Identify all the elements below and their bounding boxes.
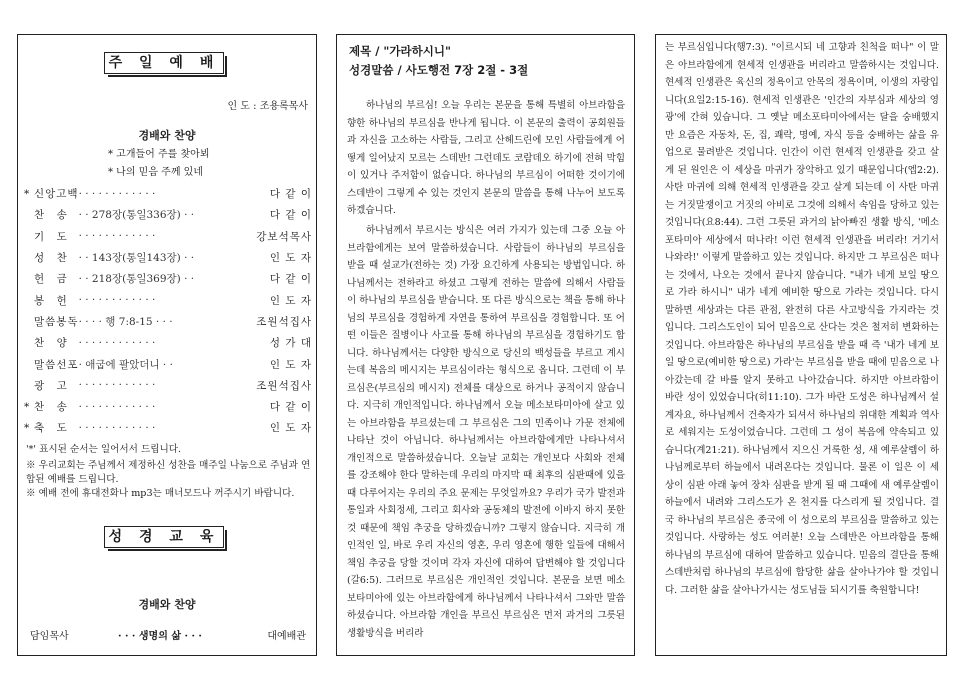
order-item-detail: · · · · · · · · · · · ·	[78, 336, 156, 349]
order-item-name: 찬 송	[34, 401, 68, 414]
order-item-detail: · · · · · · · · · · · ·	[78, 379, 156, 392]
order-mark: *	[24, 400, 30, 413]
order-item-detail: · · 218장(통일369장) · ·	[78, 273, 195, 286]
sermon-paragraph-2: 하나님께서 부르시는 방식은 여러 가지가 있는데 그중 오늘 아브라함에게는 보여 말씀하셨습니다. 사람들이 하나님의 부르심을 받을 때 설교가(전하는 것) 가장 요긴하게 사용되는 방법입니다. 하나님께서는 전하라고 하셨고 그렇게 전하는 말씀에 의해서 사람들이 하나님의 부르심을 받습니다. 또 다른 방식으로는 책을 통해 하나님의 부르심을 경험하게 자연을 통하여 부르심을 경험합니다. 또 어떤 이들은 질병이나 사고를 통해 하나님의 부르심을 경험하기도 합니다. 하나님께서는 다양한 방식으로 당신의 백성들을 부르고 계시는데 복음의 메시지는 부르심이라는 형식으로 옵니다. 그런데 이 부르심은(부르심의 메시지) 전체를 대상으로 하거나 공적이지 않습니다. 지극히 개인적입니다. 하나님께서 오늘 메소보타미아에 살고 있는 아브라함을 부르셨는데 그 부르심은 그의 민족이나 가문 전체에 나타난 것이 아닙니다. 하나님께서는 아브라함에게만 나타나셔서 개인적으로 말씀하셨습니다. 오늘날 교회는 개인보다 사회와 전체를 강조해야 한다 말하는데 우리의 마지막 때 최후의 심판때에 있을 때 다루어지는 우리의 주요 문제는 무엇일까요? 우리가 국가 발전과 통일과 사회정세, 그리고 회사와 공동체의 발전에 이바지 하지 못한 것 때문에 책임 추궁을 당하겠습니까? 그렇지 않습니다. 지극히 개인적인 일, 바로 우리 자신의 영혼, 우리 영혼에 행한 일들에 대해서 책임 추궁을 당할 것이며 각자 자신에 대하여 답변해야 할 것입니다(갈6:5). 그러므로 부르심은 개인적인 것입니다. 본문을 보면 메소보타미아에 있는 아브라함에게 하나님께서 나타나셔서 그와만 말씀하셨습니다. 아브라함 개인을 부르신 부르심은 먼저 과거의 그릇된 생활방식을 버리라	[347, 225, 625, 639]
order-row	[24, 375, 312, 396]
order-row	[24, 226, 312, 247]
order-item-name: 찬 송	[34, 209, 68, 222]
order-item-name: 기 도	[34, 230, 68, 243]
order-item-person: 인 도 자	[269, 422, 312, 435]
order-item-person: 인 도 자	[269, 358, 312, 371]
order-mark	[24, 289, 34, 310]
order-mark	[24, 375, 34, 396]
order-item-detail: · · · · · · · · · · · ·	[78, 294, 156, 307]
order-item-person: 인 도 자	[269, 294, 312, 307]
order-row	[24, 311, 312, 332]
leader-line: 인 도 : 조용록목사	[227, 101, 308, 112]
worship-order-panel	[17, 34, 317, 656]
order-row	[24, 353, 312, 374]
scripture-reference: 성경말씀 / 사도행전 7장 2절 - 3절	[349, 63, 529, 77]
edu-topic: · · · 생명의 삶 · · ·	[118, 631, 202, 642]
order-row	[24, 247, 312, 268]
order-row	[24, 289, 312, 310]
order-item-person: 성 가 대	[269, 337, 312, 350]
order-item-name: 말씀선포	[34, 358, 79, 371]
order-mark: *	[24, 421, 30, 434]
edu-leader: 담임목사	[30, 631, 69, 642]
order-item-detail: · · 143장(통일143장) · ·	[78, 252, 195, 265]
order-item-person: 다 같 이	[269, 401, 312, 414]
order-row	[24, 396, 312, 417]
order-item-person: 강보석목사	[256, 230, 312, 243]
order-item-detail: · 애굽에 팔았더니 · ·	[78, 358, 173, 371]
order-row	[24, 417, 312, 438]
order-item-detail: · · · · · · · · · · · ·	[78, 187, 156, 200]
order-item-person: 다 같 이	[269, 209, 312, 222]
order-row	[24, 332, 312, 353]
order-item-detail: · · · · 행 7:8-15 · · ·	[78, 315, 173, 328]
order-item-name: 광 고	[34, 379, 68, 392]
order-item-person: 조원석집사	[256, 379, 312, 392]
order-mark	[24, 204, 34, 225]
order-item-detail: · · · · · · · · · · · ·	[78, 421, 156, 434]
praise-heading: 경배와 찬양	[138, 129, 196, 142]
order-item-name: 헌 금	[34, 273, 68, 286]
order-mark	[24, 311, 34, 332]
standing-note: '*' 표시된 순서는 일어서서 드립니다.	[26, 444, 182, 455]
sermon-paragraph-1: 하나님의 부르심! 오늘 우리는 본문을 통해 특별히 아브라함을 향한 하나님의 부르심을 반나게 됩니다. 이 본문의 출력이 공회원들과 자신을 고소하는 사람들, 그리고 산헤드린에 모인 사람들에게 어떻게 일어났지 모르는 스데반! 그런데도 코람데오 하기에 전혀 막힘이 있거나 주저함이 없습니다. 하나님의 부르심이 어떠한 것이기에 스데반이 그렇게 수 있는 것인지 본문의 말씀을 통해 나누어 보도록 하겠습니다.	[347, 100, 625, 216]
order-mark	[24, 268, 34, 289]
order-row	[24, 183, 312, 204]
order-item-name: 봉 헌	[34, 294, 68, 307]
edu-praise-heading: 경배와 찬양	[138, 598, 196, 611]
sermon-panel-right	[655, 34, 947, 656]
communion-note: ※ 우리교회는 주님께서 제정하신 성찬을 매주일 나눔으로 주님과 연합된 예배를 드립니다.	[26, 460, 311, 485]
order-item-name: 축 도	[34, 422, 68, 435]
order-item-person: 다 같 이	[269, 273, 312, 286]
praise-song-1: * 고개들어 주를 찾아뵈	[108, 149, 210, 160]
order-item-person: 다 같 이	[269, 188, 312, 201]
order-of-service	[24, 183, 312, 439]
order-mark	[24, 226, 34, 247]
order-item-detail: · · · · · · · · · · · ·	[78, 400, 156, 413]
praise-song-2: * 나의 믿음 주께 있네	[108, 167, 203, 178]
order-item-name: 찬 양	[34, 337, 68, 350]
order-mark: *	[24, 187, 30, 200]
order-item-name: 신앙고백	[34, 188, 79, 201]
sermon-title: 제목 / "가라하시니"	[349, 44, 451, 58]
bible-study-title: 성 경 교 육	[104, 526, 224, 548]
order-item-detail: · · 278장(통일336장) · ·	[78, 209, 195, 222]
order-mark	[24, 353, 34, 374]
phone-note: ※ 예배 전에 휴대전화나 mp3는 매너모드나 꺼주시기 바랍니다.	[26, 488, 295, 499]
order-row	[24, 268, 312, 289]
order-item-name: 말씀봉독	[34, 315, 79, 328]
sunday-worship-title: 주 일 예 배	[104, 52, 224, 74]
order-row	[24, 204, 312, 225]
order-item-name: 성 찬	[34, 252, 68, 265]
sermon-panel-left	[336, 34, 635, 656]
order-item-person: 조원석집사	[256, 315, 312, 328]
order-mark	[24, 332, 34, 353]
edu-place: 대예배관	[267, 631, 306, 642]
sermon-continued: 는 부르심입니다(행7:3). "이르시되 네 고향과 친척을 떠나" 이 말은 아브라함에게 현세적 인생관을 버리라고 말씀하시는 것입니다. 현세적 인생관은 육신의 정욕이고 안목의 정욕이며, 이생의 자랑입니다(요일2:15-16). 현세적 인생관은 '인간의 자부심과 세상의 영광'에 간혀 있습니다. 그 옛날 메소포타미아에서는 달을 숭배했지만 요즘은 자동차, 돈, 집, 쾌락, 명예, 자식 등을 숭배하는 삶을 유업으로 물려받은 것입니다. 인간이 이런 현세적 인생관을 갖고 살게 된 원인은 이 세상을 마귀가 장악하고 있기 때문입니다(엡2:2). 사탄 마귀에 의해 현세적 인생관을 갖고 살게 되는데 이 사탄 마귀는 거짓말쟁이고 거짓의 아비로 그것에 의해서 속임을 당하고 있는 것입니다(요8:44). 그런 그릇된 과거의 낡아빠진 생활 방식, '메소포타미아 세상에서 떠나라! 이런 현세적 인생관을 버리라! 거기서 나와라!' 이렇게 말씀하고 있는 것입니다. 하지만 그 부르심은 떠나는 것에서, 나오는 것에서 끝나지 않습니다. "내가 네게 보일 땅으로 가라 하시니" 내가 네게 예비한 땅으로 가라는 것입니다. 다시 말하면 세상과는 다른 관점, 완전히 다른 사고방식을 가지라는 것입니다. 그리스도인이 되어 믿음으로 산다는 것은 철저히 변화하는 것입니다. 아브라함은 하나님의 부르심을 받을 때 즉 '내가 네게 보일 땅으로(예비한 땅으로) 가라'는 부르심을 받을 때에 믿음으로 나아갔는데 갈 바를 알지 못하고 나아갔습니다. 하지만 아브라함이 바란 성이 있었습니다(히11:10). 그가 바란 도성은 하나님께서 설계자요, 하나님께서 건축자가 되셔서 하나님의 위대한 계획과 역사로 세워지는 도성이었습니다. 그런데 그 성이 복음에 약속되고 있습니다(계21:21). 하나님께서 지으신 거룩한 성, 새 예루살렘이 하나님께로부터 하늘에서 내려온다는 것입니다. 물론 이 일은 이 세상이 심판 아래 놓여 장차 심판을 받게 될 때 그때에 새 예루살렘이 하늘에서 내려와 그리스도가 온 천지를 다스리게 될 것입니다. 결국 하나님의 부르심은 종국에 이 성으로의 부르심을 말씀하고 있는 것입니다. 사랑하는 성도 여러분! 오늘 스데반은 아브라함을 통해 하나님의 부르심에 대하여 말씀하고 있습니다. 믿음의 결단을 통해 스데반처럼 하나님의 부르심에 합당한 삶을 살아나가야 할 것입니다. 그러한 삶을 살아나가시는 성도님들 되시기를 축원합니다!	[665, 42, 939, 596]
order-mark	[24, 247, 34, 268]
order-item-detail: · · · · · · · · · · · ·	[78, 230, 156, 243]
order-item-person: 인 도 자	[269, 252, 312, 265]
